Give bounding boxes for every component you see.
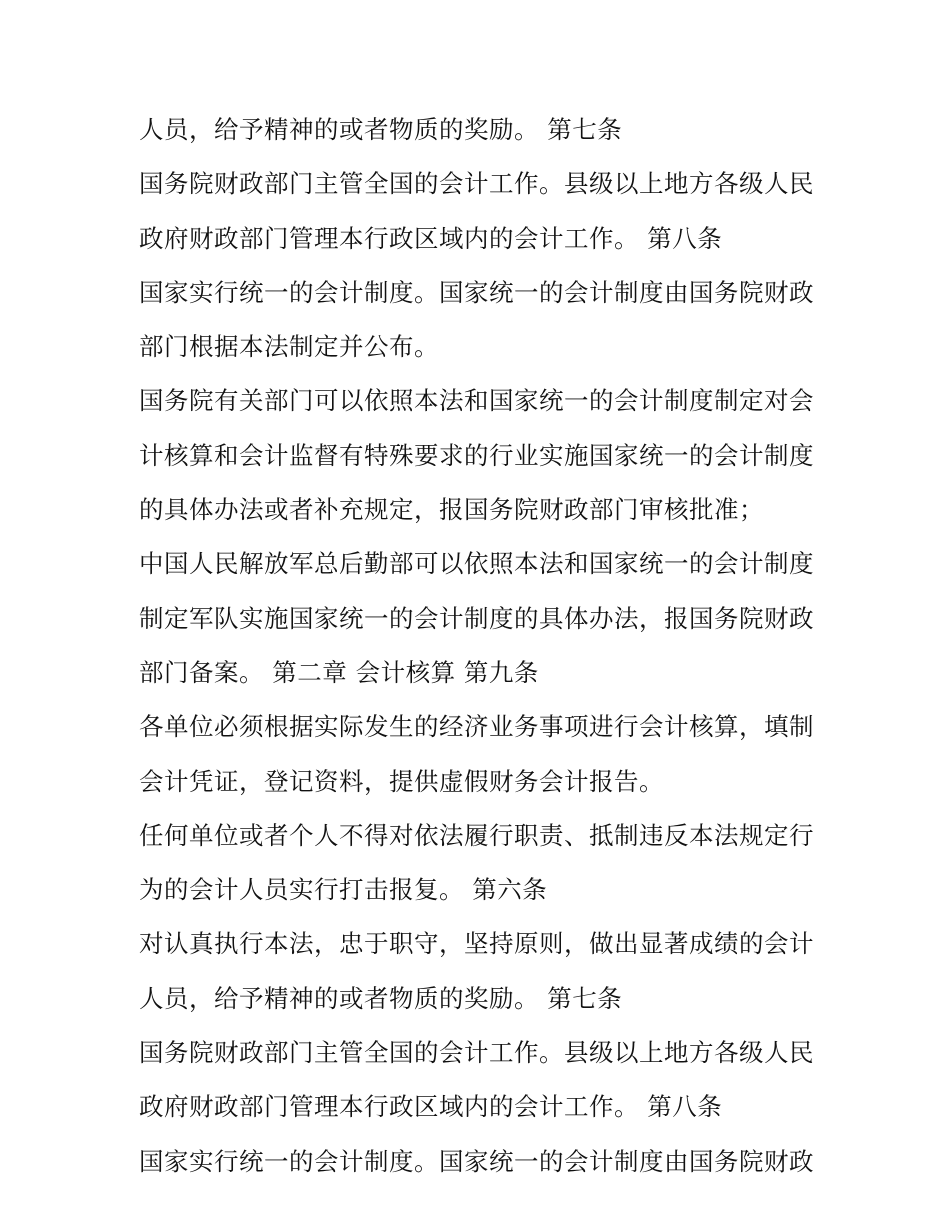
- text-line: 对认真执行本法，忠于职守，坚持原则，做出显著成绩的会计: [139, 929, 814, 959]
- text-line: 计核算和会计监督有特殊要求的行业实施国家统一的会计制度: [139, 440, 814, 470]
- text-line: 制定军队实施国家统一的会计制度的具体办法，报国务院财政: [139, 603, 814, 633]
- text-line: 国务院有关部门可以依照本法和国家统一的会计制度制定对会: [139, 386, 814, 416]
- text-line: 国务院财政部门主管全国的会计工作。县级以上地方各级人民: [139, 1038, 814, 1068]
- text-line: 任何单位或者个人不得对依法履行职责、抵制违反本法规定行: [139, 820, 814, 850]
- text-line: 国家实行统一的会计制度。国家统一的会计制度由国务院财政: [139, 1146, 814, 1176]
- text-line: 国家实行统一的会计制度。国家统一的会计制度由国务院财政: [139, 277, 814, 307]
- text-line: 为的会计人员实行打击报复。 第六条: [139, 875, 548, 905]
- text-line: 会计凭证，登记资料，提供虚假财务会计报告。: [139, 766, 664, 796]
- text-line: 部门备案。 第二章 会计核算 第九条: [139, 657, 539, 687]
- text-line: 人员，给予精神的或者物质的奖励。 第七条: [139, 115, 623, 144]
- text-line: 中国人民解放军总后勤部可以依照本法和国家统一的会计制度: [139, 549, 814, 579]
- text-line: 政府财政部门管理本行政区域内的会计工作。 第八条: [139, 1092, 723, 1122]
- text-line: 部门根据本法制定并公布。: [139, 332, 439, 362]
- body-text: [139, 108, 839, 1194]
- text-line: 人员，给予精神的或者物质的奖励。 第七条: [139, 983, 623, 1013]
- text-line: 国务院财政部门主管全国的会计工作。县级以上地方各级人民: [139, 169, 814, 199]
- text-line: 政府财政部门管理本行政区域内的会计工作。 第八条: [139, 223, 723, 253]
- text-line: 各单位必须根据实际发生的经济业务事项进行会计核算，填制: [139, 712, 814, 742]
- text-line: 的具体办法或者补充规定，报国务院财政部门审核批准；: [139, 495, 764, 525]
